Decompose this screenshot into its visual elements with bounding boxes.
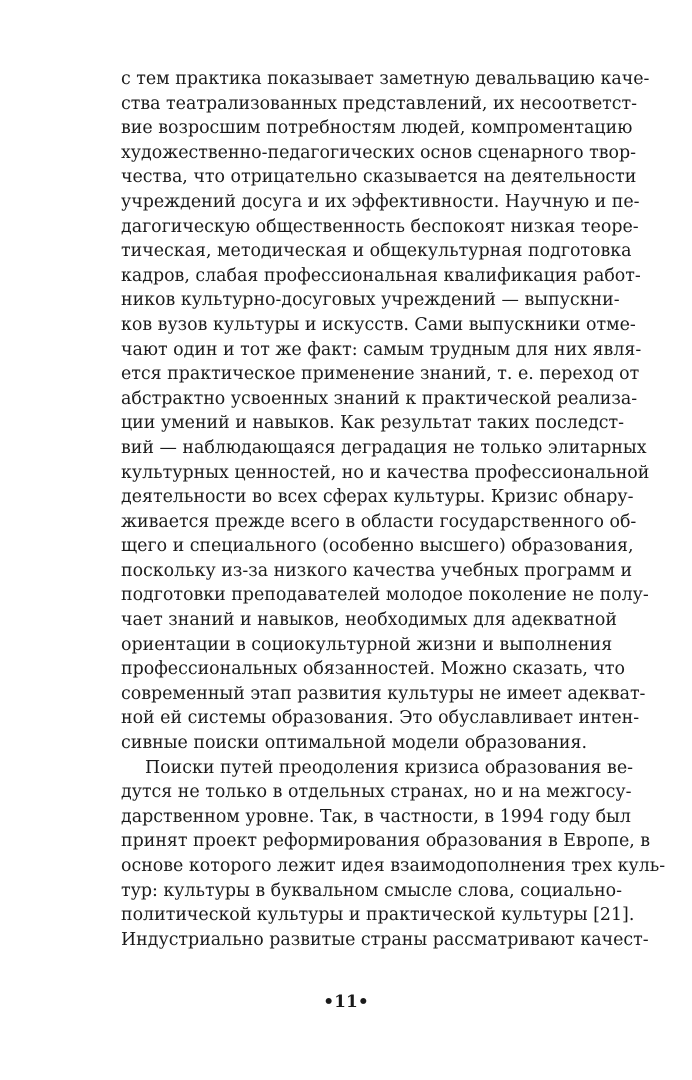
text-line: принят проект реформирования образования в Европе, в [121,831,651,852]
text-line: ции умений и навыков. Как результат таких последст- [121,413,625,434]
text-line: кадров, слабая профессиональная квалификация работ- [121,265,641,286]
text-line: вий — наблюдающаяся деградация не только элитарных [121,437,647,458]
text-line: дагогическую общественность беспокоят низкая теоре- [121,216,639,237]
text-line: сивные поиски оптимальной модели образования. [121,733,588,754]
text-line: абстрактно усвоенных знаний к практической реализа- [121,388,638,409]
text-line: вие возросшим потребностям людей, компроментацию [121,118,633,139]
text-line: политической культуры и практической культуры [21]. [121,905,635,926]
text-line: ется практическое применение знаний, т. е. переход от [121,364,640,385]
text-line: профессиональных обязанностей. Можно сказать, что [121,659,626,680]
text-line: чает знаний и навыков, необходимых для адекватной [121,610,617,631]
text-line: современный этап развития культуры не имеет адекват- [121,683,646,704]
text-line: ной ей системы образования. Это обуславливает интен- [121,708,640,729]
text-line: щего и специального (особенно высшего) образования, [121,536,634,557]
text-line: художественно-педагогических основ сценарного твор- [121,142,637,163]
text-line: тур: культуры в буквальном смысле слова, социально- [121,880,623,901]
text-line: ства театрализованных представлений, их несоответст- [121,93,638,114]
text-line: чества, что отрицательно сказывается на деятельности [121,167,637,188]
text-line: культурных ценностей, но и качества профессиональной [121,462,650,483]
page-body [121,67,666,952]
text-line: живается прежде всего в области государственного об- [121,511,637,532]
text-line: поскольку из-за низкого качества учебных программ и [121,560,633,581]
text-line: дарственном уровне. Так, в частности, в 1994 году был [121,806,631,827]
text-line: дутся не только в отдельных странах, но и на межгосу- [121,782,632,803]
text-line: учреждений досуга и их эффективности. Научную и пе- [121,191,640,212]
text-line: Индустриально развитые страны рассматривают качест- [121,929,649,950]
text-line: ков вузов культуры и искусств. Сами выпускники отме- [121,314,636,335]
page-number: •11• [323,992,369,1012]
text-line: ориентации в социокультурной жизни и выполнения [121,634,613,655]
text-line: тическая, методическая и общекультурная подготовка [121,241,632,262]
text-line: с тем практика показывает заметную девальвацию каче- [121,69,650,89]
text-line: чают один и тот же факт: самым трудным для них явля- [121,339,642,360]
text-line: ников культурно-досуговых учреждений — выпускни- [121,290,620,311]
text-line: деятельности во всех сферах культуры. Кризис обнару- [121,487,634,508]
text-line: основе которого лежит идея взаимодополнения трех куль- [121,856,666,876]
text-line: Поиски путей преодоления кризиса образования ве- [145,757,633,778]
text-line: подготовки преподавателей молодое поколение не полу- [121,585,649,606]
